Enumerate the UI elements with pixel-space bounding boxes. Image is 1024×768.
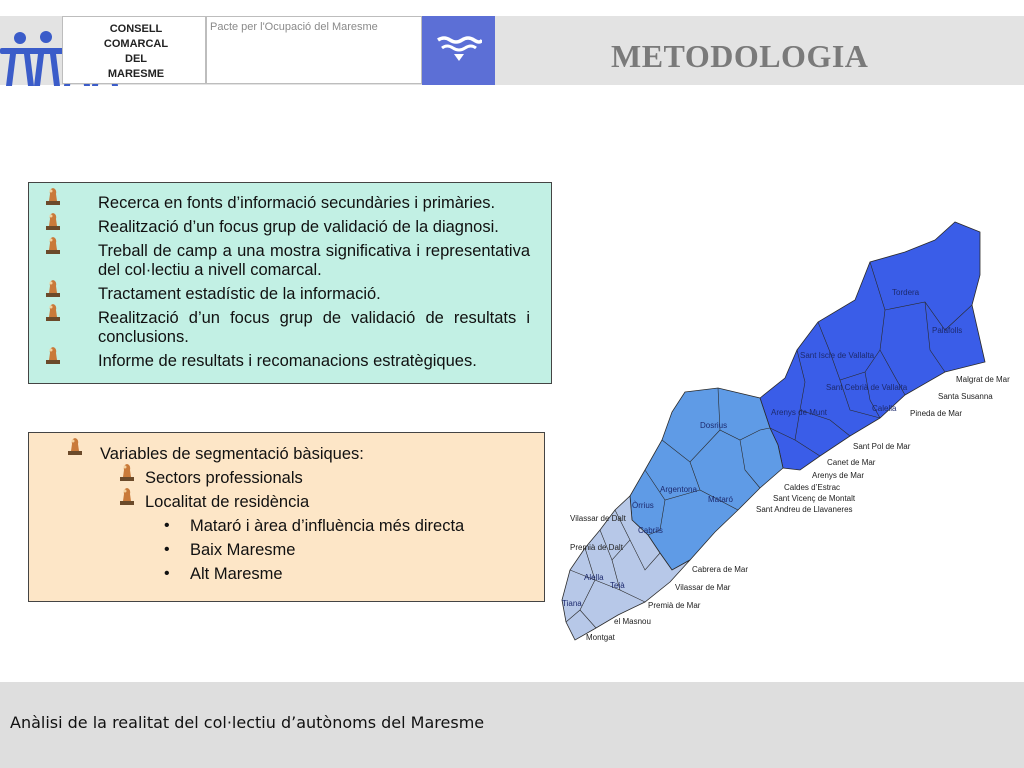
label-caldes: Caldes d’Estrac [784,483,841,492]
sub-item-locality: Localitat de residència [145,493,310,511]
chess-bullet-icon [118,486,136,506]
label-calella: Calella [872,404,897,413]
maresme-map [555,218,1015,648]
bullet-alt: Alt Maresme [190,565,283,583]
pacte-logo-box [422,16,495,85]
label-cabrera: Cabrera de Mar [692,565,749,574]
method-item-5: Realització d’un focus grup de validació de resultats i conclusions. [98,309,530,346]
label-premia-mar: Premià de Mar [648,601,701,610]
chess-bullet-icon [44,302,62,322]
pacte-text: Pacte per l'Ocupació del Maresme [210,21,378,33]
label-sant-vicenc: Sant Vicenç de Montalt [773,494,856,503]
label-dosrius: Dosrius [700,421,728,430]
label-alella: Alella [584,573,604,582]
label-teia: Teià [610,581,625,590]
label-arenys-mar: Arenys de Mar [812,471,865,480]
label-sant-pol: Sant Pol de Mar [853,442,911,451]
chess-bullet-icon [44,211,62,231]
bullet-baix: Baix Maresme [190,541,296,559]
label-sant-iscle: Sant Iscle de Vallalta [800,351,875,360]
label-cabrils: Cabrils [638,526,663,535]
chess-bullet-icon [118,462,136,482]
chess-bullet-icon [44,235,62,255]
logo-line-2: COMARCAL [103,38,169,50]
label-orrius: Òrrius [632,501,654,510]
method-item-3: Treball de camp a una mostra significativa i representativa del col·lectiu a nivell comarcal. [98,242,530,279]
bullet-mataro: Mataró i àrea d’influència més directa [190,517,465,535]
label-palafolls: Palafolls [932,326,963,335]
label-santa-susanna: Santa Susanna [938,392,993,401]
method-item-2: Realització d’un focus grup de validació de la diagnosi. [98,218,499,236]
footer-text: Anàlisi de la realitat del col·lectiu d’autònoms del Maresme [10,713,485,732]
logo-line-4: MARESME [107,68,165,80]
label-argentona: Argentona [660,485,697,494]
label-sant-cebria: Sant Cebrià de Vallalta [826,383,908,392]
wave-logo-icon [436,36,482,62]
logo-text [70,22,202,82]
label-pineda: Pineda de Mar [910,409,963,418]
label-montgat: Montgat [586,633,615,642]
method-item-1: Recerca en fonts d’informació secundàries i primàries. [98,194,496,212]
label-canet: Canet de Mar [827,458,876,467]
chess-bullet-icon [66,436,84,456]
label-masnou: el Masnou [614,617,651,626]
label-arenys-munt: Arenys de Munt [771,408,828,417]
label-malgrat: Malgrat de Mar [956,375,1010,384]
sub-item-sectors: Sectors professionals [145,469,303,487]
label-premia-dalt: Premià de Dalt [570,543,623,552]
chess-bullet-icon [44,345,62,365]
label-sant-andreu: Sant Andreu de Llavaneres [756,505,853,514]
bullet-dot: • [164,541,170,558]
label-vilassar-mar: Vilassar de Mar [675,583,731,592]
logo-line-1: CONSELL [109,23,163,35]
method-item-6: Informe de resultats i recomanacions estratègiques. [98,352,477,370]
segmentation-heading: Variables de segmentació bàsiques: [100,445,364,463]
bullet-dot: • [164,565,170,582]
page-title: METODOLOGIA [611,38,869,74]
chess-bullet-icon [44,278,62,298]
chess-bullet-icon [44,186,62,206]
label-mataro: Mataró [708,495,733,504]
label-vilassar-dalt: Vilassar de Dalt [570,514,626,523]
bullet-dot: • [164,517,170,534]
logo-line-3: DEL [125,53,147,65]
region-alt-maresme [760,222,985,470]
label-tiana: Tiana [562,599,582,608]
label-tordera: Tordera [892,288,920,297]
method-item-4: Tractament estadístic de la informació. [98,285,381,303]
